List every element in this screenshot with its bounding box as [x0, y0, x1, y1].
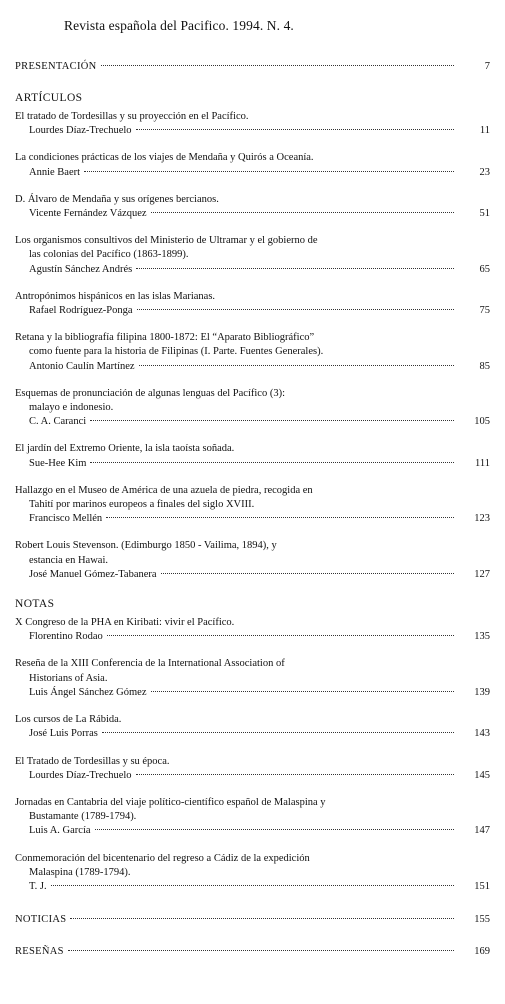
- page-number: 85: [479, 360, 490, 372]
- articulos-list: [15, 110, 490, 582]
- page-number: 155: [474, 914, 490, 926]
- toc-resenas[interactable]: [15, 945, 490, 959]
- page-number: 127: [474, 568, 490, 580]
- toc-entry[interactable]: [15, 331, 490, 374]
- page-number: 143: [474, 728, 490, 740]
- entry-title-line: D. Álvaro de Mendaña y sus orígenes bercianos.: [15, 193, 219, 205]
- toc-entry[interactable]: [15, 713, 490, 741]
- page-number: 51: [479, 208, 490, 220]
- entry-author-line: [15, 457, 490, 471]
- entry-title-line: Bustamante (1789-1794).: [29, 811, 137, 823]
- toc-entry[interactable]: [15, 151, 490, 179]
- noticias-label: NOTICIAS: [15, 914, 67, 926]
- entry-author: Annie Baert: [29, 166, 81, 178]
- journal-header: Revista española del Pacifico. 1994. N. 4.: [64, 18, 294, 33]
- toc-entry[interactable]: [15, 852, 490, 895]
- toc-entry[interactable]: [15, 387, 490, 430]
- entry-author: Francisco Mellén: [29, 513, 103, 525]
- toc-presentacion[interactable]: [15, 60, 490, 74]
- entry-author-line: [15, 415, 490, 429]
- entry-author: José Luis Porras: [29, 728, 98, 740]
- entry-author: Agustín Sánchez Andrés: [29, 263, 133, 275]
- entry-author-line: [15, 304, 490, 318]
- entry-author: T. J.: [29, 880, 47, 892]
- entry-title-line: El Tratado de Tordesillas y su época.: [15, 755, 170, 767]
- entry-title-line: Malaspina (1789-1794).: [29, 866, 131, 878]
- page-number: 11: [479, 125, 490, 137]
- leader-dots: [151, 212, 454, 213]
- entry-title-line: Jornadas en Cantabria del viaje político-científico español de Malaspina y: [15, 796, 326, 808]
- entry-author: Florentino Rodao: [29, 631, 103, 643]
- entry-author-line: [15, 686, 490, 700]
- entry-author-line: [15, 512, 490, 526]
- entry-author: Antonio Caulín Martínez: [29, 360, 135, 372]
- leader-dots: [68, 950, 454, 951]
- page-number: 139: [474, 686, 490, 698]
- leader-dots: [90, 462, 454, 463]
- leader-dots: [136, 774, 454, 775]
- leader-dots: [51, 885, 454, 886]
- toc-entry[interactable]: [15, 484, 490, 527]
- page-number: 135: [474, 631, 490, 643]
- page-number: 111: [475, 457, 490, 469]
- entry-title-line: Historians of Asia.: [29, 672, 108, 684]
- table-of-contents: [15, 60, 490, 959]
- toc-entry[interactable]: [15, 796, 490, 839]
- toc-entry[interactable]: [15, 442, 490, 470]
- entry-author-line: [15, 880, 490, 894]
- entry-title-line: estancia en Hawai.: [29, 554, 109, 566]
- entry-title-line: Esquemas de pronunciación de algunas lenguas del Pacífico (3):: [15, 387, 285, 399]
- page-number: 65: [479, 263, 490, 275]
- entry-author: Lourdes Díaz-Trechuelo: [29, 125, 132, 137]
- entry-title-line: Robert Louis Stevenson. (Edimburgo 1850 - Vailima, 1894), y: [15, 540, 277, 552]
- resenas-label: RESEÑAS: [15, 946, 64, 958]
- page-number: 23: [479, 166, 490, 178]
- entry-title-line: como fuente para la historia de Filipinas (I. Parte. Fuentes Generales).: [29, 346, 324, 358]
- toc-entry[interactable]: [15, 110, 490, 138]
- leader-dots: [90, 420, 454, 421]
- toc-entry[interactable]: [15, 616, 490, 644]
- toc-entry[interactable]: [15, 657, 490, 700]
- entry-author: Luis Ángel Sánchez Gómez: [29, 686, 147, 698]
- toc-entry[interactable]: [15, 290, 490, 318]
- entry-author-line: [15, 263, 490, 277]
- leader-dots: [106, 517, 454, 518]
- entry-author: Vicente Fernández Vázquez: [29, 208, 147, 220]
- entry-title-line: Antropónimos hispánicos en las islas Marianas.: [15, 290, 216, 302]
- leader-dots: [102, 732, 454, 733]
- leader-dots: [101, 65, 454, 66]
- entry-title-line: Los organismos consultivos del Ministerio de Ultramar y el gobierno de: [15, 235, 318, 247]
- toc-noticias[interactable]: [15, 913, 490, 927]
- notas-list: [15, 616, 490, 894]
- entry-author-line: [15, 630, 490, 644]
- entry-author: José Manuel Gómez-Tabanera: [29, 568, 157, 580]
- entry-author-line: [15, 207, 490, 221]
- entry-title-line: Hallazgo en el Museo de América de una azuela de piedra, recogida en: [15, 484, 313, 496]
- page-number: 123: [474, 513, 490, 525]
- entry-author: C. A. Caranci: [29, 416, 87, 428]
- entry-title-line: Conmemoración del bicentenario del regreso a Cádiz de la expedición: [15, 852, 310, 864]
- entry-title-line: Reseña de la XIII Conferencia de la International Association of: [15, 658, 285, 670]
- page-number: 169: [474, 946, 490, 958]
- page-number: 151: [474, 880, 490, 892]
- presentacion-label: PRESENTACIÓN: [15, 61, 97, 72]
- toc-entry[interactable]: [15, 193, 490, 221]
- entry-title-line: La condiciones prácticas de los viajes de Mendaña y Quirós a Oceanía.: [15, 152, 314, 164]
- page-number: 145: [474, 769, 490, 781]
- entry-author-line: [15, 568, 490, 582]
- leader-dots: [70, 918, 454, 919]
- page-number: 147: [474, 825, 490, 837]
- section-title-notas: NOTAS: [15, 598, 55, 611]
- section-title-articulos: ARTÍCULOS: [15, 92, 83, 104]
- page-number: 7: [484, 61, 490, 72]
- leader-dots: [139, 365, 454, 366]
- entry-author: Sue-Hee Kim: [29, 457, 87, 469]
- leader-dots: [137, 309, 454, 310]
- page-number: 75: [479, 305, 490, 317]
- toc-entry[interactable]: [15, 234, 490, 277]
- entry-author: Luis A. García: [29, 825, 91, 837]
- entry-title-line: X Congreso de la PHA en Kiribati: vivir el Pacífico.: [15, 617, 235, 629]
- entry-author: Rafael Rodríguez-Ponga: [29, 305, 133, 317]
- entry-author-line: [15, 166, 490, 180]
- toc-entry[interactable]: [15, 755, 490, 783]
- entry-title-line: Tahití por marinos europeos a finales del siglo XVIII.: [29, 499, 255, 511]
- entry-author-line: [15, 769, 490, 783]
- toc-entry[interactable]: [15, 539, 490, 582]
- leader-dots: [161, 573, 454, 574]
- entry-title-line: Los cursos de La Rábida.: [15, 714, 122, 726]
- leader-dots: [151, 691, 454, 692]
- entry-author: Lourdes Díaz-Trechuelo: [29, 769, 132, 781]
- entry-author-line: [15, 124, 490, 138]
- leader-dots: [84, 171, 454, 172]
- entry-title-line: El jardín del Extremo Oriente, la isla taoísta soñada.: [15, 443, 235, 455]
- leader-dots: [95, 829, 454, 830]
- entry-author-line: [15, 360, 490, 374]
- entry-title-line: malayo e indonesio.: [29, 402, 114, 414]
- leader-dots: [136, 268, 454, 269]
- leader-dots: [107, 635, 454, 636]
- entry-author-line: [15, 727, 490, 741]
- entry-title-line: Retana y la bibliografía filipina 1800-1872: El “Aparato Bibliográfico”: [15, 332, 315, 344]
- leader-dots: [136, 129, 454, 130]
- page-number: 105: [474, 416, 490, 428]
- entry-author-line: [15, 824, 490, 838]
- entry-title-line: las colonias del Pacífico (1863-1899).: [29, 249, 189, 261]
- entry-title-line: El tratado de Tordesillas y su proyección en el Pacífico.: [15, 111, 249, 122]
